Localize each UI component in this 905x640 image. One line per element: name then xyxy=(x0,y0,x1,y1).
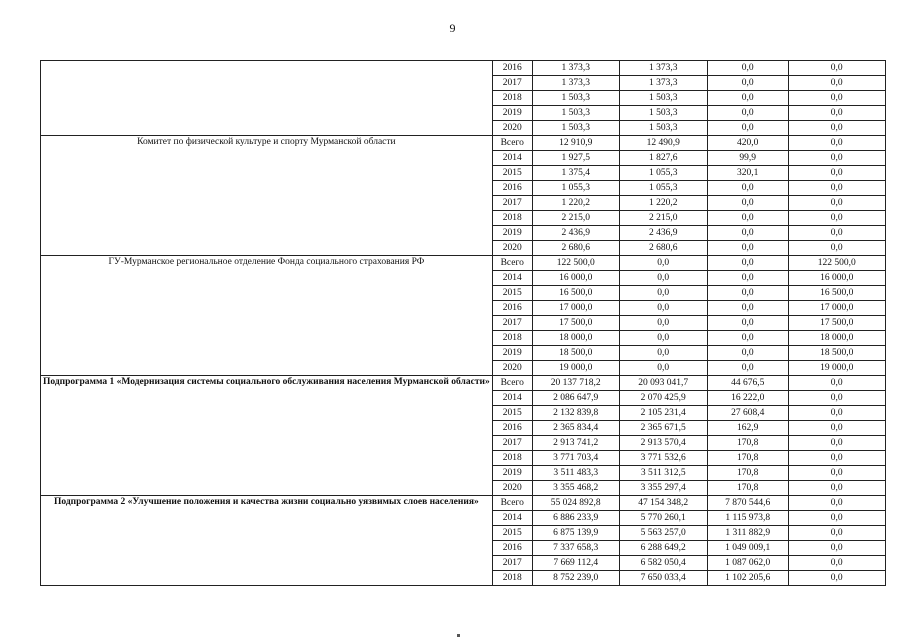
federal-budget-cell: 1 087 062,0 xyxy=(707,556,788,571)
federal-budget-cell: 320,1 xyxy=(707,166,788,181)
total-cell: 20 137 718,2 xyxy=(532,376,619,391)
other-sources-cell: 0,0 xyxy=(788,391,885,406)
federal-budget-cell: 7 870 544,6 xyxy=(707,496,788,511)
total-cell: 3 355 468,2 xyxy=(532,481,619,496)
federal-budget-cell: 0,0 xyxy=(707,301,788,316)
regional-budget-cell: 0,0 xyxy=(619,286,707,301)
year-cell: 2018 xyxy=(492,451,532,466)
year-cell: Всего xyxy=(492,136,532,151)
federal-budget-cell: 0,0 xyxy=(707,316,788,331)
regional-budget-cell: 2 680,6 xyxy=(619,241,707,256)
total-cell: 1 373,3 xyxy=(532,76,619,91)
other-sources-cell: 0,0 xyxy=(788,121,885,136)
total-cell: 1 503,3 xyxy=(532,121,619,136)
table-row xyxy=(41,61,886,76)
total-cell: 2 680,6 xyxy=(532,241,619,256)
total-cell: 17 000,0 xyxy=(532,301,619,316)
year-cell: 2019 xyxy=(492,106,532,121)
federal-budget-cell: 0,0 xyxy=(707,361,788,376)
total-cell: 1 927,5 xyxy=(532,151,619,166)
year-cell: 2015 xyxy=(492,526,532,541)
year-cell: Всего xyxy=(492,376,532,391)
organization-name xyxy=(41,61,493,136)
year-cell: 2019 xyxy=(492,346,532,361)
year-cell: Всего xyxy=(492,496,532,511)
year-cell: 2015 xyxy=(492,286,532,301)
federal-budget-cell: 0,0 xyxy=(707,121,788,136)
regional-budget-cell: 1 503,3 xyxy=(619,121,707,136)
federal-budget-cell: 0,0 xyxy=(707,256,788,271)
federal-budget-cell: 0,0 xyxy=(707,91,788,106)
year-cell: 2014 xyxy=(492,271,532,286)
other-sources-cell: 0,0 xyxy=(788,196,885,211)
total-cell: 8 752 239,0 xyxy=(532,571,619,586)
other-sources-cell: 0,0 xyxy=(788,136,885,151)
other-sources-cell: 17 500,0 xyxy=(788,316,885,331)
regional-budget-cell: 1 373,3 xyxy=(619,76,707,91)
total-cell: 2 436,9 xyxy=(532,226,619,241)
other-sources-cell: 0,0 xyxy=(788,166,885,181)
federal-budget-cell: 16 222,0 xyxy=(707,391,788,406)
year-cell: 2016 xyxy=(492,61,532,76)
federal-budget-cell: 1 311 882,9 xyxy=(707,526,788,541)
other-sources-cell: 0,0 xyxy=(788,151,885,166)
other-sources-cell: 0,0 xyxy=(788,436,885,451)
other-sources-cell: 0,0 xyxy=(788,91,885,106)
regional-budget-cell: 0,0 xyxy=(619,361,707,376)
total-cell: 18 500,0 xyxy=(532,346,619,361)
other-sources-cell: 19 000,0 xyxy=(788,361,885,376)
federal-budget-cell: 0,0 xyxy=(707,196,788,211)
other-sources-cell: 0,0 xyxy=(788,61,885,76)
total-cell: 2 913 741,2 xyxy=(532,436,619,451)
regional-budget-cell: 1 503,3 xyxy=(619,91,707,106)
federal-budget-cell: 0,0 xyxy=(707,271,788,286)
federal-budget-cell: 0,0 xyxy=(707,226,788,241)
federal-budget-cell: 170,8 xyxy=(707,466,788,481)
year-cell: 2017 xyxy=(492,76,532,91)
total-cell: 16 500,0 xyxy=(532,286,619,301)
year-cell: 2016 xyxy=(492,181,532,196)
total-cell: 19 000,0 xyxy=(532,361,619,376)
regional-budget-cell: 3 355 297,4 xyxy=(619,481,707,496)
other-sources-cell: 0,0 xyxy=(788,181,885,196)
regional-budget-cell: 2 105 231,4 xyxy=(619,406,707,421)
regional-budget-cell: 2 365 671,5 xyxy=(619,421,707,436)
regional-budget-cell: 0,0 xyxy=(619,331,707,346)
total-cell: 16 000,0 xyxy=(532,271,619,286)
federal-budget-cell: 0,0 xyxy=(707,61,788,76)
regional-budget-cell: 0,0 xyxy=(619,346,707,361)
federal-budget-cell: 0,0 xyxy=(707,181,788,196)
year-cell: 2015 xyxy=(492,166,532,181)
other-sources-cell: 0,0 xyxy=(788,451,885,466)
federal-budget-cell: 27 608,4 xyxy=(707,406,788,421)
federal-budget-cell: 44 676,5 xyxy=(707,376,788,391)
total-cell: 1 503,3 xyxy=(532,91,619,106)
table-row xyxy=(41,256,886,271)
regional-budget-cell: 2 436,9 xyxy=(619,226,707,241)
total-cell: 1 220,2 xyxy=(532,196,619,211)
other-sources-cell: 0,0 xyxy=(788,421,885,436)
other-sources-cell: 17 000,0 xyxy=(788,301,885,316)
regional-budget-cell: 0,0 xyxy=(619,271,707,286)
regional-budget-cell: 1 503,3 xyxy=(619,106,707,121)
year-cell: 2016 xyxy=(492,421,532,436)
regional-budget-cell: 20 093 041,7 xyxy=(619,376,707,391)
total-cell: 1 503,3 xyxy=(532,106,619,121)
table-row xyxy=(41,496,886,511)
other-sources-cell: 0,0 xyxy=(788,556,885,571)
table-row xyxy=(41,376,886,391)
total-cell: 6 875 139,9 xyxy=(532,526,619,541)
total-cell: 17 500,0 xyxy=(532,316,619,331)
year-cell: 2017 xyxy=(492,556,532,571)
year-cell: 2017 xyxy=(492,196,532,211)
regional-budget-cell: 7 650 033,4 xyxy=(619,571,707,586)
year-cell: 2016 xyxy=(492,301,532,316)
federal-budget-cell: 1 049 009,1 xyxy=(707,541,788,556)
year-cell: 2014 xyxy=(492,151,532,166)
regional-budget-cell: 2 913 570,4 xyxy=(619,436,707,451)
regional-budget-cell: 0,0 xyxy=(619,256,707,271)
year-cell: 2014 xyxy=(492,511,532,526)
regional-budget-cell: 1 055,3 xyxy=(619,166,707,181)
regional-budget-cell: 1 373,3 xyxy=(619,61,707,76)
year-cell: 2020 xyxy=(492,121,532,136)
regional-budget-cell: 2 070 425,9 xyxy=(619,391,707,406)
total-cell: 2 086 647,9 xyxy=(532,391,619,406)
other-sources-cell: 0,0 xyxy=(788,481,885,496)
total-cell: 55 024 892,8 xyxy=(532,496,619,511)
year-cell: 2015 xyxy=(492,406,532,421)
year-cell: 2017 xyxy=(492,436,532,451)
federal-budget-cell: 162,9 xyxy=(707,421,788,436)
total-cell: 1 373,3 xyxy=(532,61,619,76)
other-sources-cell: 16 500,0 xyxy=(788,286,885,301)
year-cell: 2018 xyxy=(492,91,532,106)
total-cell: 7 337 658,3 xyxy=(532,541,619,556)
other-sources-cell: 0,0 xyxy=(788,376,885,391)
federal-budget-cell: 170,8 xyxy=(707,436,788,451)
federal-budget-cell: 1 102 205,6 xyxy=(707,571,788,586)
year-cell: 2020 xyxy=(492,241,532,256)
other-sources-cell: 0,0 xyxy=(788,496,885,511)
year-cell: 2019 xyxy=(492,226,532,241)
regional-budget-cell: 1 827,6 xyxy=(619,151,707,166)
federal-budget-cell: 0,0 xyxy=(707,331,788,346)
year-cell: Всего xyxy=(492,256,532,271)
budget-table xyxy=(40,60,886,586)
federal-budget-cell: 420,0 xyxy=(707,136,788,151)
regional-budget-cell: 0,0 xyxy=(619,301,707,316)
other-sources-cell: 0,0 xyxy=(788,241,885,256)
total-cell: 6 886 233,9 xyxy=(532,511,619,526)
budget-table-body xyxy=(41,61,886,586)
regional-budget-cell: 2 215,0 xyxy=(619,211,707,226)
total-cell: 12 910,9 xyxy=(532,136,619,151)
year-cell: 2020 xyxy=(492,361,532,376)
regional-budget-cell: 5 563 257,0 xyxy=(619,526,707,541)
regional-budget-cell: 12 490,9 xyxy=(619,136,707,151)
year-cell: 2018 xyxy=(492,331,532,346)
year-cell: 2018 xyxy=(492,211,532,226)
total-cell: 122 500,0 xyxy=(532,256,619,271)
table-row xyxy=(41,136,886,151)
total-cell: 2 215,0 xyxy=(532,211,619,226)
total-cell: 1 375,4 xyxy=(532,166,619,181)
regional-budget-cell: 3 511 312,5 xyxy=(619,466,707,481)
other-sources-cell: 0,0 xyxy=(788,211,885,226)
federal-budget-cell: 0,0 xyxy=(707,346,788,361)
federal-budget-cell: 0,0 xyxy=(707,76,788,91)
year-cell: 2016 xyxy=(492,541,532,556)
regional-budget-cell: 1 055,3 xyxy=(619,181,707,196)
organization-name: Комитет по физической культуре и спорту Мурманской области xyxy=(41,136,493,256)
regional-budget-cell: 47 154 348,2 xyxy=(619,496,707,511)
other-sources-cell: 0,0 xyxy=(788,466,885,481)
organization-name: ГУ-Мурманское региональное отделение Фонда социального страхования РФ xyxy=(41,256,493,376)
regional-budget-cell: 0,0 xyxy=(619,316,707,331)
organization-name: Подпрограмма 1 «Модернизация системы социального обслуживания населения Мурманской области» xyxy=(41,376,493,496)
other-sources-cell: 0,0 xyxy=(788,526,885,541)
federal-budget-cell: 1 115 973,8 xyxy=(707,511,788,526)
other-sources-cell: 0,0 xyxy=(788,571,885,586)
scan-dot-mark xyxy=(457,634,460,637)
other-sources-cell: 0,0 xyxy=(788,106,885,121)
organization-name: Подпрограмма 2 «Улучшение положения и качества жизни социально уязвимых слоев населения» xyxy=(41,496,493,586)
federal-budget-cell: 170,8 xyxy=(707,481,788,496)
other-sources-cell: 122 500,0 xyxy=(788,256,885,271)
regional-budget-cell: 3 771 532,6 xyxy=(619,451,707,466)
other-sources-cell: 0,0 xyxy=(788,406,885,421)
total-cell: 2 132 839,8 xyxy=(532,406,619,421)
total-cell: 7 669 112,4 xyxy=(532,556,619,571)
other-sources-cell: 18 000,0 xyxy=(788,331,885,346)
other-sources-cell: 16 000,0 xyxy=(788,271,885,286)
regional-budget-cell: 5 770 260,1 xyxy=(619,511,707,526)
other-sources-cell: 0,0 xyxy=(788,541,885,556)
federal-budget-cell: 0,0 xyxy=(707,211,788,226)
other-sources-cell: 0,0 xyxy=(788,511,885,526)
year-cell: 2020 xyxy=(492,481,532,496)
regional-budget-cell: 1 220,2 xyxy=(619,196,707,211)
year-cell: 2017 xyxy=(492,316,532,331)
year-cell: 2019 xyxy=(492,466,532,481)
total-cell: 3 511 483,3 xyxy=(532,466,619,481)
total-cell: 2 365 834,4 xyxy=(532,421,619,436)
federal-budget-cell: 0,0 xyxy=(707,241,788,256)
regional-budget-cell: 6 582 050,4 xyxy=(619,556,707,571)
regional-budget-cell: 6 288 649,2 xyxy=(619,541,707,556)
total-cell: 18 000,0 xyxy=(532,331,619,346)
other-sources-cell: 18 500,0 xyxy=(788,346,885,361)
other-sources-cell: 0,0 xyxy=(788,226,885,241)
other-sources-cell: 0,0 xyxy=(788,76,885,91)
total-cell: 3 771 703,4 xyxy=(532,451,619,466)
year-cell: 2018 xyxy=(492,571,532,586)
year-cell: 2014 xyxy=(492,391,532,406)
federal-budget-cell: 170,8 xyxy=(707,451,788,466)
page-number: 9 xyxy=(449,21,456,35)
federal-budget-cell: 0,0 xyxy=(707,286,788,301)
federal-budget-cell: 99,9 xyxy=(707,151,788,166)
federal-budget-cell: 0,0 xyxy=(707,106,788,121)
total-cell: 1 055,3 xyxy=(532,181,619,196)
